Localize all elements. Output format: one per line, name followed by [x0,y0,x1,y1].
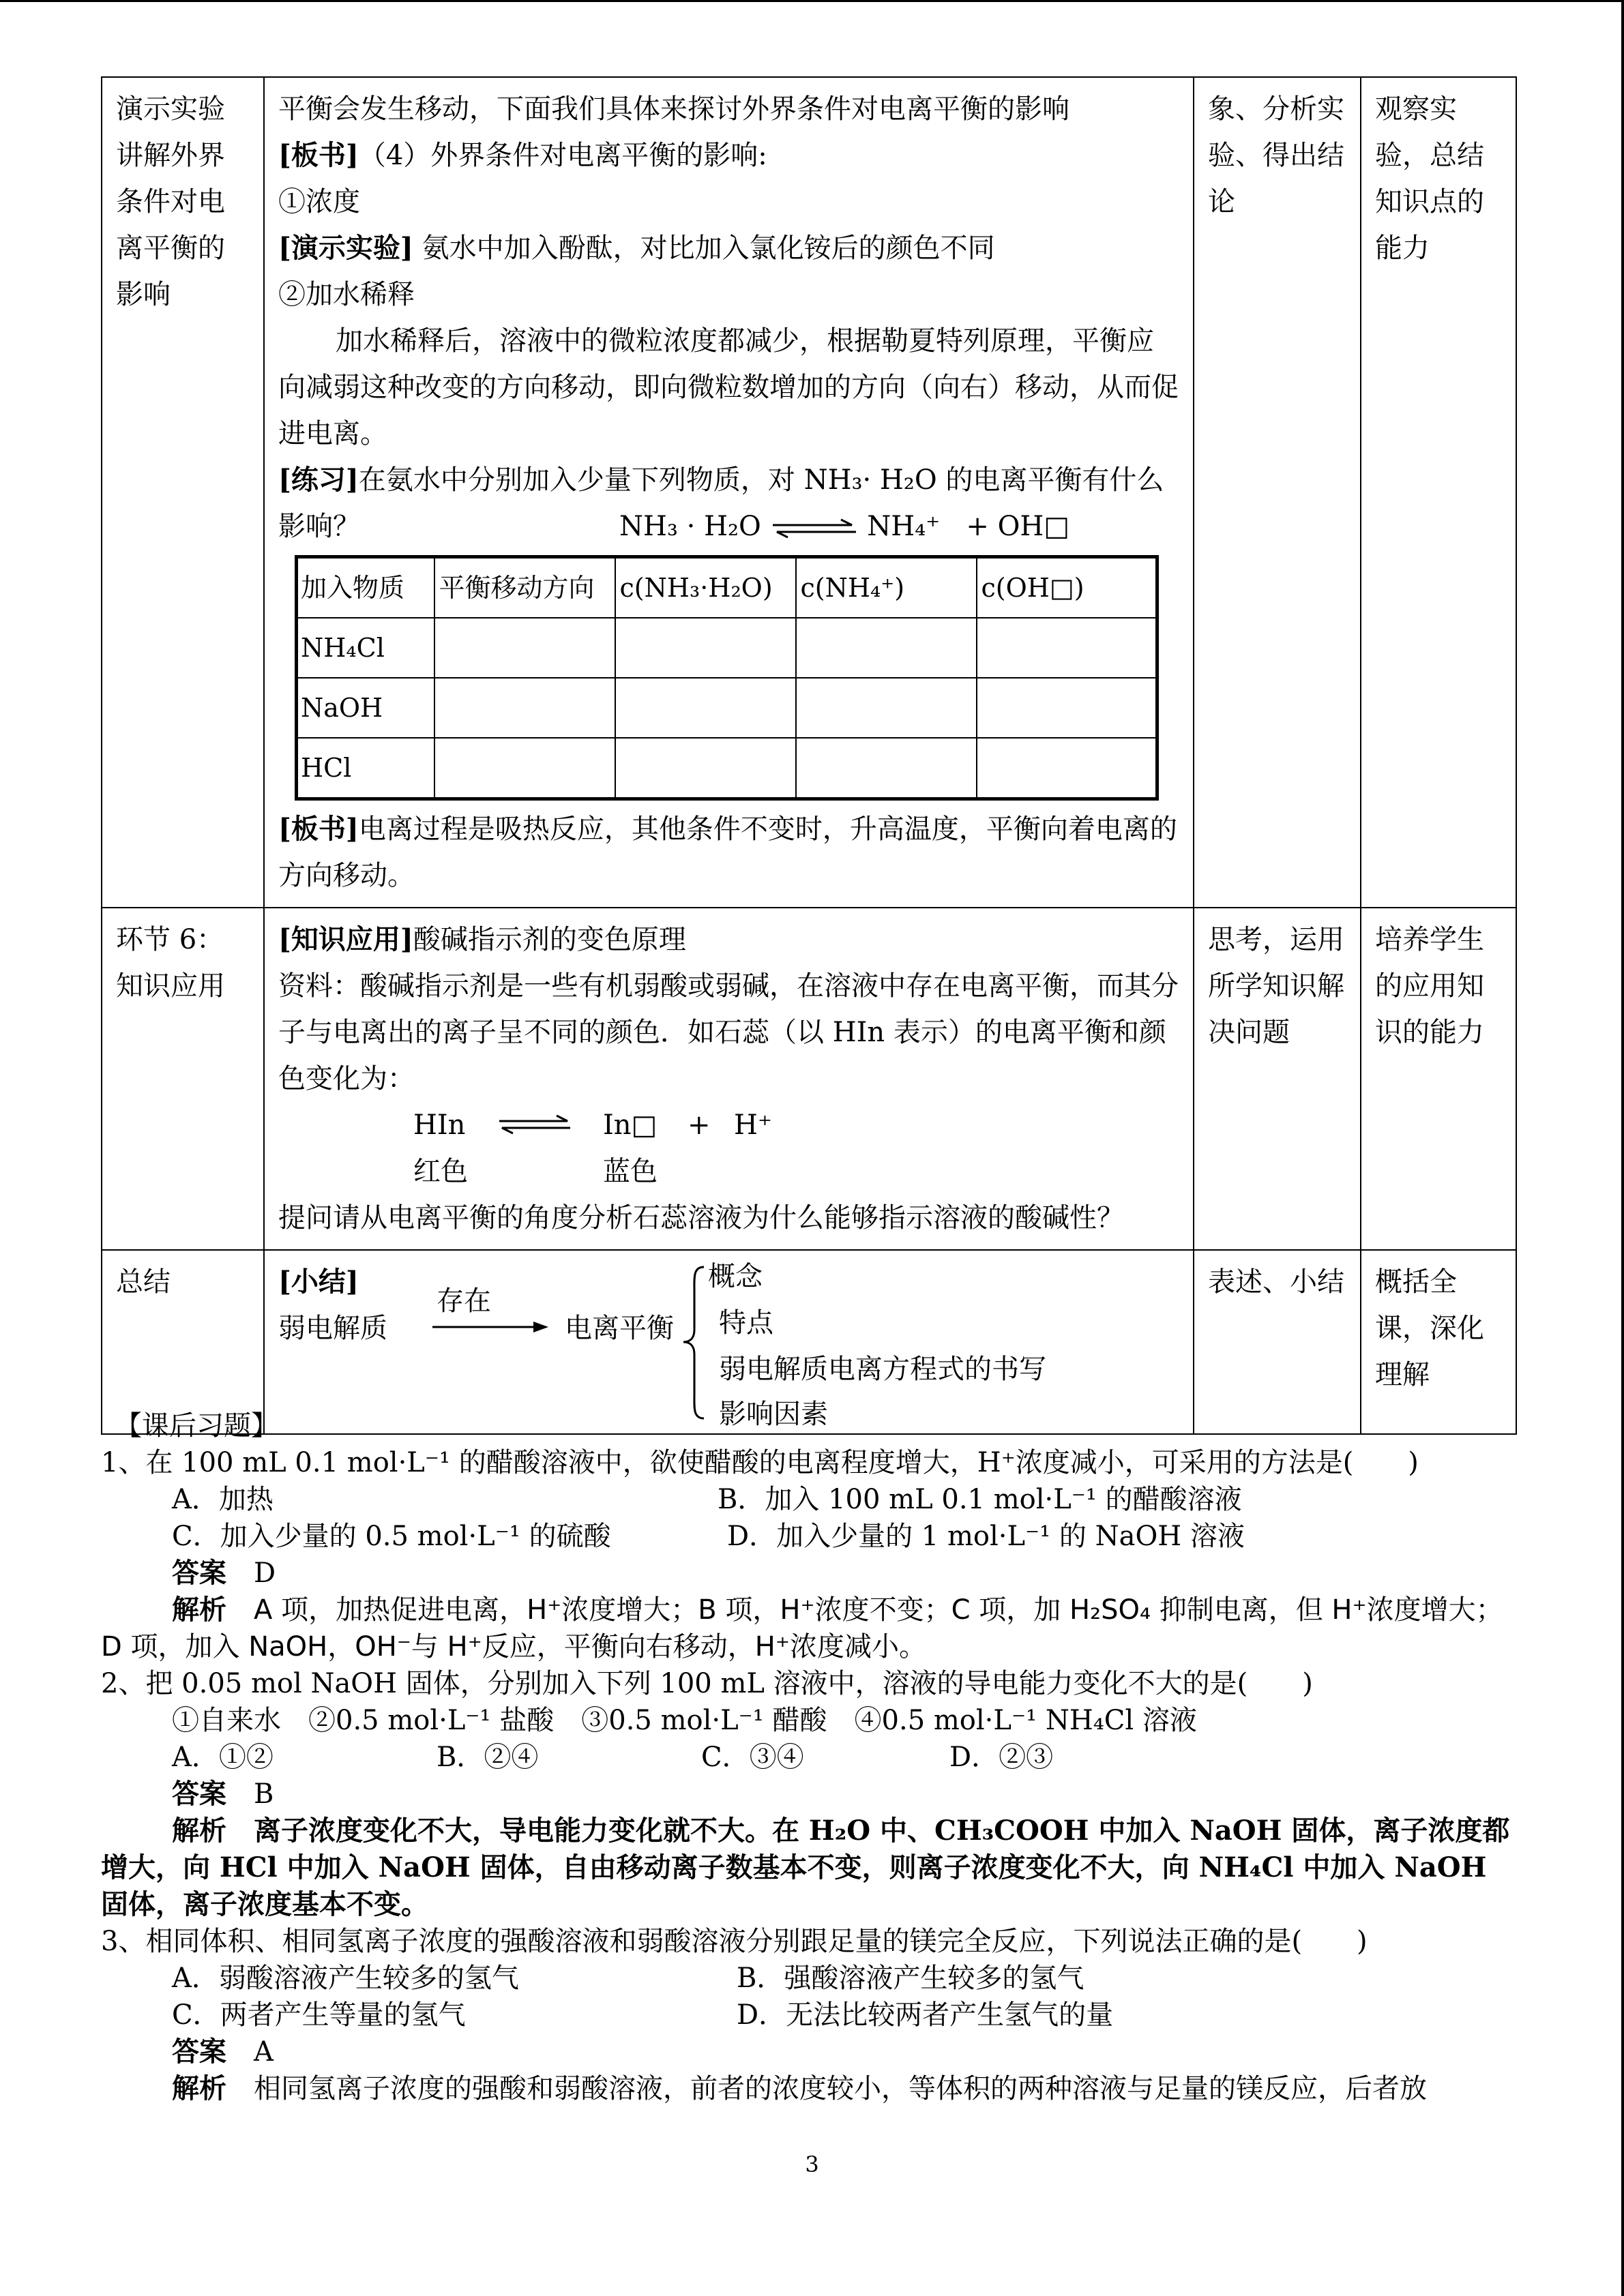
lesson-row-experiment [102,77,1516,908]
question-2-answer: 答案 B [172,1778,274,1810]
question-2-stem: 2、把 0.05 mol NaOH 固体，分别加入下列 100 mL 溶液中，溶液的导电能力变化不大的是( ) [101,1668,1313,1699]
brace-icon [681,1264,708,1421]
student-activity-cell: 表述、小结 [1194,1250,1361,1434]
ammonia-equation: NH₃ · H₂O NH₄⁺ + OH□ [619,511,1070,542]
question-3-answer: 答案 A [172,2036,274,2068]
lesson-row-summary [102,1250,1516,1434]
exists-arrow-icon [431,1319,551,1335]
lesson-row-application [102,908,1516,1250]
question-3-stem: 3、相同体积、相同氢离子浓度的强酸溶液和弱酸溶液分别跟足量的镁完全反应，下列说法正确的是( ) [101,1926,1368,1957]
practice-row: NH₄Cl [297,618,1157,678]
page-number: 3 [805,2151,819,2177]
question-1-options-cd: C．加入少量的 0.5 mol·L⁻¹ 的硫酸 D．加入少量的 1 mol·L⁻¹ 的 NaOH 溶液 [172,1521,1245,1552]
question-1-stem: 1、在 100 mL 0.1 mol·L⁻¹ 的醋酸溶液中，欲使醋酸的电离程度增大，H⁺浓度减小，可采用的方法是( ) [101,1447,1419,1478]
color-labels: 红色 蓝色 [413,1156,658,1187]
student-activity-cell: 思考，运用所学知识解决问题 [1194,908,1361,1250]
student-activity-cell: 象、分析实验、得出结论 [1194,77,1361,908]
question-3-options-cd: C．两者产生等量的氢气 D．无法比较两者产生氢气的量 [172,1999,1114,2031]
equilibrium-arrow-icon [497,1114,573,1135]
summary-diagram: [小结] 弱电解质 存在 电离平衡 概念 特点 弱电解质电离方程式的书写 影响因素 [278,1261,1046,1430]
stage-cell: 演示实验讲解外界条件对电离平衡的影响 [102,77,264,908]
design-intent-cell: 观察实验，总结知识点的能力 [1361,77,1516,908]
top-border [0,0,1624,2]
practice-header-row: 加入物质 平衡移动方向 c(NH₃·H₂O) c(NH₄⁺) c(OH□) [297,557,1157,618]
content-cell: [知识应用]酸碱指示剂的变色原理 资料：酸碱指示剂是一些有机弱酸或弱碱，在溶液中存在电离平衡，而其分子与电离出的离子呈不同的颜色．如石蕊（以 HIn 表示）的电离平衡和颜色变化为： HIn In□ + H⁺ 红色 蓝色 提问请从电离平衡的角度分析石蕊溶液为什么能够指示溶液的酸碱性？ [264,908,1194,1250]
question-2-options: A．①② B．②④ C．③④ D．②③ [172,1742,1054,1773]
question-2-explanation: 解析 离子浓度变化不大，导电能力变化就不大。在 H₂O 中、CH₃COOH 中加入 NaOH 固体，离子浓度都增大，向 HCl 中加入 NaOH 固体，自由移动离子数基本不变，则离子浓度变化不大，向 NH₄Cl 中加入 NaOH 固体，离子浓度基本不变。 [101,1815,1510,1920]
design-intent-cell: 概括全课，深化理解 [1361,1250,1516,1434]
practice-table [295,555,1159,801]
content-cell: 平衡会发生移动，下面我们具体来探讨外界条件对电离平衡的影响 [板书]（4）外界条件对电离平衡的影响: ①浓度 [演示实验] 氨水中加入酚酞，对比加入氯化铵后的颜色不同 ②加水稀释 加水稀释后，溶液中的微粒浓度都减少，根据勒夏特列原理，平衡应向减弱这种改变的方向移动，即向微粒数增加的方向（向右）移动，从而促进电离。 [练习]在氨水中分别加入少量下列物质，对 NH₃· H₂O 的电离平衡有什么影响？ NH₃ · H₂O NH₄⁺ + OH□ 加入物质 平衡移动方向 c(NH₃·H₂O) c(NH₄⁺) c(OH□) NH₄Cl NaOH HCl [板书]电离过程是吸热反应，其他条件不变时，升高温度，平衡向着电离的方向移动。 [264,77,1194,908]
design-intent-cell: 培养学生的应用知识的能力 [1361,908,1516,1250]
practice-row: NaOH [297,678,1157,738]
question-3-options-ab: A．弱酸溶液产生较多的氢气 B．强酸溶液产生较多的氢气 [172,1963,1084,1994]
stage-cell: 环节 6：知识应用 [102,908,264,1250]
question-2-items: ①自来水 ②0.5 mol·L⁻¹ 盐酸 ③0.5 mol·L⁻¹ 醋酸 ④0.5 mol·L⁻¹ NH₄Cl 溶液 [172,1705,1197,1736]
homework-title: 【课后习题】 [115,1410,278,1442]
lesson-table [101,76,1517,1435]
stage-cell: 总结 [102,1250,264,1434]
litmus-equation: HIn In□ + H⁺ [413,1109,772,1141]
equilibrium-arrow-icon [770,518,859,539]
question-1-answer: 答案 D [172,1557,276,1589]
question-1-options-ab: A．加热 B．加入 100 mL 0.1 mol·L⁻¹ 的醋酸溶液 [172,1484,1242,1515]
homework-section [101,1407,1520,2107]
question-3-explanation: 解析 相同氢离子浓度的强酸和弱酸溶液，前者的浓度较小，等体积的两种溶液与足量的镁反应，后者放 [172,2072,1427,2104]
practice-row: HCl [297,738,1157,799]
content-cell [264,1250,1194,1434]
question-1-explanation: 解析 A 项，加热促进电离，H⁺浓度增大；B 项，H⁺浓度不变；C 项，加 H₂SO₄ 抑制电离，但 H⁺浓度增大；D 项，加入 NaOH，OH⁻与 H⁺反应，平衡向右移动，H⁺浓度减小。 [101,1594,1503,1663]
right-border [1621,0,1624,2296]
